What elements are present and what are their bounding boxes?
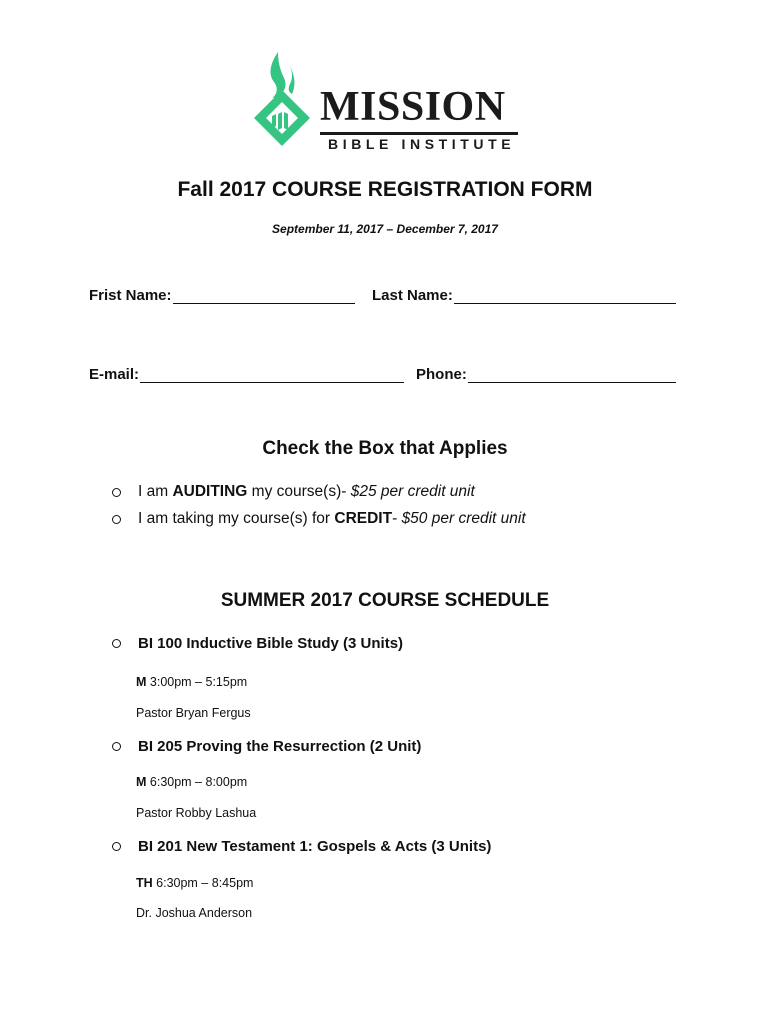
phone-line[interactable] (468, 365, 676, 383)
course-bi205[interactable] (112, 738, 421, 755)
form-dates: September 11, 2017 – December 7, 2017 (272, 222, 498, 236)
logo-subtitle: BIBLE INSTITUTE (328, 136, 516, 152)
form-title: Fall 2017 COURSE REGISTRATION FORM (177, 178, 593, 201)
schedule-heading: SUMMER 2017 COURSE SCHEDULE (220, 590, 550, 611)
course-bi205-title: BI 205 Proving the Resurrection (2 Unit) (138, 738, 422, 755)
email-label: E-mail: (89, 366, 140, 383)
course-bi205-time: M 6:30pm – 8:00pm (136, 775, 248, 789)
course-bi205-instructor: Pastor Robby Lashua (136, 806, 257, 820)
auditing-option[interactable] (112, 483, 475, 501)
options-heading: Check the Box that Applies (262, 438, 508, 459)
first-name-field[interactable] (89, 286, 355, 304)
last-name-label: Last Name: (372, 287, 453, 304)
logo-wordmark: MISSION (320, 84, 506, 130)
course-bi201[interactable] (112, 838, 491, 855)
auditing-option-text: I am AUDITING my course(s)- $25 per credit unit (138, 483, 475, 500)
course-bi201-checkbox[interactable] (112, 842, 121, 851)
mission-logo (248, 50, 520, 160)
first-name-label: Frist Name: (89, 287, 172, 304)
first-name-line[interactable] (173, 286, 355, 304)
email-line[interactable] (140, 365, 404, 383)
course-bi201-title: BI 201 New Testament 1: Gospels & Acts (3 Units) (138, 838, 492, 855)
course-bi201-time: TH 6:30pm – 8:45pm (136, 876, 254, 890)
auditing-checkbox[interactable] (112, 488, 121, 497)
email-field[interactable] (89, 365, 404, 383)
course-bi100-checkbox[interactable] (112, 639, 121, 648)
phone-label: Phone: (416, 366, 467, 383)
last-name-field[interactable] (372, 286, 676, 304)
course-bi100[interactable] (112, 635, 403, 652)
course-bi100-instructor: Pastor Bryan Fergus (136, 706, 251, 720)
credit-option[interactable] (112, 510, 526, 528)
course-bi100-time: M 3:00pm – 5:15pm (136, 675, 248, 689)
last-name-line[interactable] (454, 286, 676, 304)
logo-divider (320, 132, 518, 135)
phone-field[interactable] (416, 365, 676, 383)
credit-option-text: I am taking my course(s) for CREDIT- $50 per credit unit (138, 510, 526, 527)
course-bi205-checkbox[interactable] (112, 742, 121, 751)
credit-checkbox[interactable] (112, 515, 121, 524)
flame-book-icon (248, 50, 318, 146)
course-bi201-instructor: Dr. Joshua Anderson (136, 906, 253, 920)
course-bi100-title: BI 100 Inductive Bible Study (3 Units) (138, 635, 404, 652)
